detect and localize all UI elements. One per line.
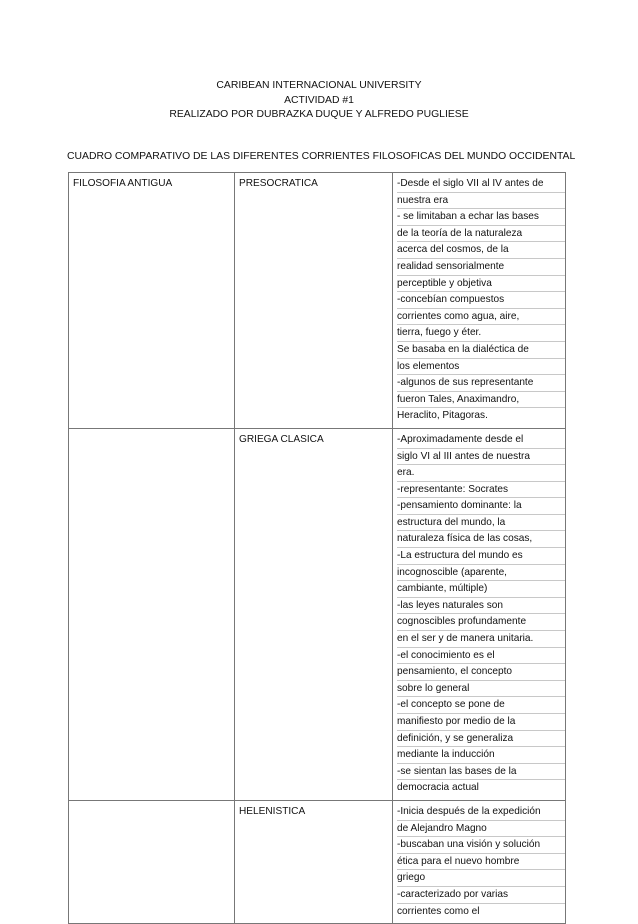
- description-line: pensamiento, el concepto: [397, 664, 565, 681]
- description-line: -pensamiento dominante: la: [397, 498, 565, 515]
- category-cell: [69, 800, 235, 923]
- description-line: de Alejandro Magno: [397, 821, 565, 838]
- table-row: [69, 800, 566, 923]
- category-cell: FILOSOFIA ANTIGUA: [69, 173, 235, 429]
- description-line: griego: [397, 870, 565, 887]
- period-cell: HELENISTICA: [235, 800, 393, 923]
- description-line: nuestra era: [397, 193, 565, 210]
- description-line: -algunos de sus representante: [397, 375, 565, 392]
- description-line: - se limitaban a echar las bases: [397, 209, 565, 226]
- description-cell: [393, 428, 566, 800]
- description-line: perceptible y objetiva: [397, 276, 565, 293]
- description-line: -buscaban una visión y solución: [397, 837, 565, 854]
- description-line: mediante la inducción: [397, 747, 565, 764]
- description-cell: [393, 800, 566, 923]
- description-line: corrientes como el: [397, 905, 480, 917]
- description-line: Se basaba en la dialéctica de: [397, 342, 565, 359]
- description-text: [397, 804, 562, 919]
- comparison-table: [68, 172, 566, 924]
- description-cell: [393, 173, 566, 429]
- description-line: -caracterizado por varias: [397, 887, 565, 904]
- description-line: los elementos: [397, 359, 565, 376]
- description-line: -Desde el siglo VII al IV antes de: [397, 176, 565, 193]
- description-line: -se sientan las bases de la: [397, 764, 565, 781]
- document-header: [0, 79, 638, 123]
- description-line: ética para el nuevo hombre: [397, 854, 565, 871]
- description-line: -el concepto se pone de: [397, 697, 565, 714]
- description-line: fueron Tales, Anaximandro,: [397, 392, 565, 409]
- description-line: cambiante, múltiple): [397, 581, 565, 598]
- description-line: era.: [397, 465, 565, 482]
- description-line: de la teoría de la naturaleza: [397, 226, 565, 243]
- description-line: tierra, fuego y éter.: [397, 325, 565, 342]
- description-line: -La estructura del mundo es: [397, 548, 565, 565]
- description-text: [397, 176, 562, 424]
- description-line: definición, y se generaliza: [397, 731, 565, 748]
- description-line: -Aproximadamente desde el: [397, 432, 565, 449]
- description-line: estructura del mundo, la: [397, 515, 565, 532]
- description-line: corrientes como agua, aire,: [397, 309, 565, 326]
- activity-label: ACTIVIDAD #1: [284, 94, 354, 106]
- document-title: CUADRO COMPARATIVO DE LAS DIFERENTES CORRIENTES FILOSOFICAS DEL MUNDO OCCIDENTAL: [67, 151, 576, 162]
- authors-line: REALIZADO POR DUBRAZKA DUQUE Y ALFREDO PUGLIESE: [169, 109, 469, 120]
- description-line: -representante: Socrates: [397, 482, 565, 499]
- period-cell: PRESOCRATICA: [235, 173, 393, 429]
- description-line: manifiesto por medio de la: [397, 714, 565, 731]
- description-line: -concebían compuestos: [397, 292, 565, 309]
- description-line: incognoscible (aparente,: [397, 565, 565, 582]
- table-row: [69, 173, 566, 429]
- description-line: siglo VI al III antes de nuestra: [397, 449, 565, 466]
- description-line: naturaleza física de las cosas,: [397, 531, 565, 548]
- description-line: -las leyes naturales son: [397, 598, 565, 615]
- description-text: [397, 432, 562, 796]
- description-line: cognoscibles profundamente: [397, 614, 565, 631]
- description-line: -Inicia después de la expedición: [397, 804, 565, 821]
- description-line: Heraclito, Pitagoras.: [397, 410, 488, 422]
- table-row: [69, 428, 566, 800]
- description-line: en el ser y de manera unitaria.: [397, 631, 565, 648]
- period-cell: GRIEGA CLASICA: [235, 428, 393, 800]
- description-line: acerca del cosmos, de la: [397, 242, 565, 259]
- description-line: sobre lo general: [397, 681, 565, 698]
- description-line: realidad sensorialmente: [397, 259, 565, 276]
- university-name: CARIBEAN INTERNACIONAL UNIVERSITY: [216, 80, 422, 91]
- description-line: democracia actual: [397, 782, 479, 794]
- category-cell: [69, 428, 235, 800]
- description-line: -el conocimiento es el: [397, 648, 565, 665]
